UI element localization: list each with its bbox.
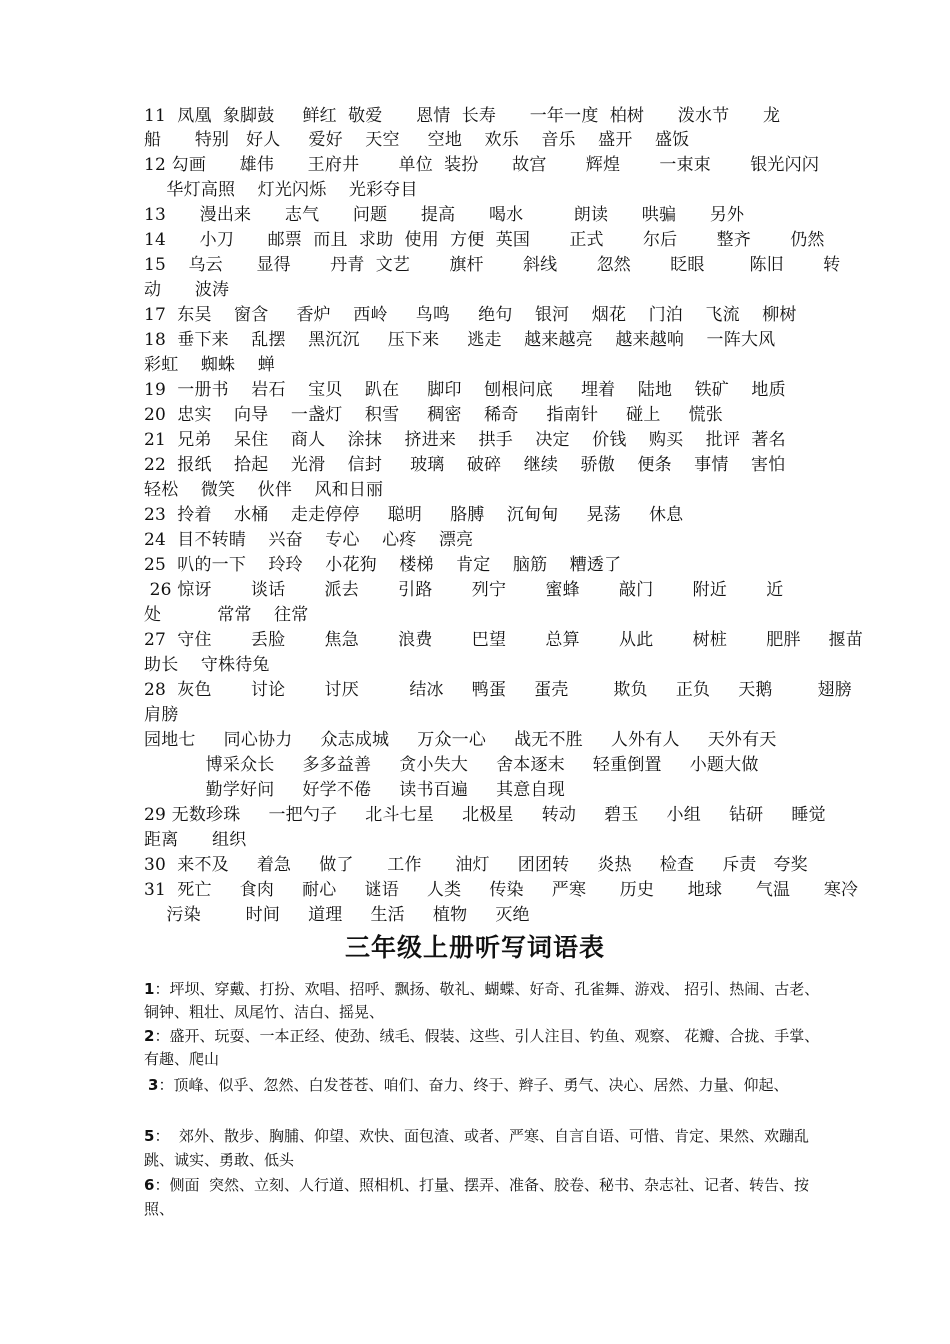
lesson-13-line-1: 13 漫出来 志气 问题 提高 喝水 朗读 哄骗 另外 [144, 205, 745, 225]
section-title: 三年级上册听写词语表 [344, 933, 605, 962]
unit-6-line-2: 照、 [144, 1200, 175, 1218]
lesson-21-line-1: 21 兄弟 呆住 商人 涂抹 挤进来 拱手 决定 价钱 购买 批评 著名 [144, 430, 786, 450]
unit-words: ：盛开、玩耍、一本正经、使劲、绒毛、假装、这些、引人注目、钓鱼、观察、 花瓣、合拢、手掌、 [154, 1027, 820, 1045]
lesson-11-line-2: 船 特别 好人 爱好 天空 空地 欢乐 音乐 盛开 盛饭 [144, 130, 690, 150]
lesson-26-line-2: 处 常常 往常 [144, 605, 309, 625]
lesson-31-line-1: 31 死亡 食肉 耐心 谜语 人类 传染 严寒 历史 地球 气温 寒冷 [144, 880, 859, 900]
garden-7-line-1: 园地七 同心协力 众志成城 万众一心 战无不胜 人外有人 天外有天 [144, 730, 777, 750]
garden-7-line-3: 勤学好问 好学不倦 读书百遍 其意自现 [144, 780, 565, 800]
lesson-23-line-1: 23 拎着 水桶 走走停停 聪明 胳膊 沉甸甸 晃荡 休息 [144, 505, 684, 525]
unit-words: ：侧面 突然、立刻、人行道、照相机、打量、摆弄、准备、胶卷、秘书、杂志社、记者、转告、按 [154, 1176, 809, 1194]
lesson-12-line-1: 12 勾画 雄伟 王府井 单位 装扮 故宫 辉煌 一束束 银光闪闪 [144, 155, 820, 175]
lesson-20-line-1: 20 忠实 向导 一盏灯 积雪 稠密 稀奇 指南针 碰上 慌张 [144, 405, 723, 425]
lesson-15-line-2: 动 波涛 [144, 280, 230, 300]
lesson-12-line-2: 华灯高照 灯光闪烁 光彩夺目 [144, 180, 418, 200]
unit-words: ：顶峰、似乎、忽然、白发苍苍、咱们、奋力、终于、辫子、勇气、决心、居然、力量、仰起、 [158, 1076, 789, 1094]
unit-number: 3 [148, 1076, 159, 1094]
unit-number: 1 [144, 980, 155, 998]
unit-1-line-1 [144, 978, 824, 1000]
lesson-22-line-2: 轻松 微笑 伙伴 风和日丽 [144, 480, 384, 500]
lesson-19-line-1: 19 一册书 岩石 宝贝 趴在 脚印 刨根问底 埋着 陆地 铁矿 地质 [144, 380, 786, 400]
unit-6-line-1 [144, 1174, 824, 1196]
unit-1-line-2: 铜钟、粗壮、凤尾竹、洁白、摇晃、 [144, 1003, 385, 1021]
lesson-18-line-2: 彩虹 蜘蛛 蝉 [144, 355, 275, 375]
lesson-18-line-1: 18 垂下来 乱摆 黑沉沉 压下来 逃走 越来越亮 越来越响 一阵大风 [144, 330, 776, 350]
garden-7-line-2: 博采众长 多多益善 贪小失大 舍本逐末 轻重倒置 小题大做 [144, 755, 759, 775]
lesson-28-line-2: 肩膀 [144, 705, 179, 725]
lesson-27-line-1: 27 守住 丢脸 焦急 浪费 巴望 总算 从此 树桩 肥胖 揠苗 [144, 630, 864, 650]
lesson-15-line-1: 15 乌云 显得 丹青 文艺 旗杆 斜线 忽然 眨眼 陈旧 转 [144, 255, 841, 275]
lesson-26-line-1: 26 惊讶 谈话 派去 引路 列宁 蜜蜂 敲门 附近 近 [144, 580, 784, 600]
lesson-28-line-1: 28 灰色 讨论 讨厌 结冰 鸭蛋 蛋壳 欺负 正负 天鹅 翅膀 [144, 680, 852, 700]
unit-number: 2 [144, 1027, 155, 1045]
lesson-14-line-1: 14 小刀 邮票 而且 求助 使用 方便 英国 正式 尔后 整齐 仍然 [144, 230, 825, 250]
unit-5-line-2: 跳、诚实、勇敢、低头 [144, 1151, 295, 1169]
lesson-29-line-2: 距离 组织 [144, 830, 247, 850]
unit-5-line-1 [144, 1125, 824, 1147]
lesson-24-line-1: 24 目不转睛 兴奋 专心 心疼 漂亮 [144, 530, 474, 550]
unit-3-line-1 [148, 1074, 828, 1096]
lesson-25-line-1: 25 叭的一下 玲玲 小花狗 楼梯 肯定 脑筋 糟透了 [144, 555, 622, 575]
lesson-29-line-1: 29 无数珍珠 一把勺子 北斗七星 北极星 转动 碧玉 小组 钻研 睡觉 [144, 805, 826, 825]
unit-words: ： 郊外、散步、胸脯、仰望、欢快、面包渣、或者、严寒、自言自语、可惜、肯定、果然、欢蹦乱 [154, 1127, 809, 1145]
lesson-31-line-2: 污染 时间 道理 生活 植物 灭绝 [144, 905, 530, 925]
lesson-17-line-1: 17 东吴 窗含 香炉 西岭 鸟鸣 绝句 银河 烟花 门泊 飞流 柳树 [144, 305, 797, 325]
unit-number: 6 [144, 1176, 155, 1194]
lesson-11-line-1: 11 凤凰 象脚鼓 鲜红 敬爱 恩情 长寿 一年一度 柏树 泼水节 龙 [144, 106, 781, 126]
lesson-30-line-1: 30 来不及 着急 做了 工作 油灯 团团转 炎热 检查 斥责 夸奖 [144, 855, 808, 875]
unit-2-line-1 [144, 1025, 824, 1047]
unit-number: 5 [144, 1127, 155, 1145]
lesson-22-line-1: 22 报纸 拾起 光滑 信封 玻璃 破碎 继续 骄傲 便条 事情 害怕 [144, 455, 786, 475]
lesson-27-line-2: 助长 守株待兔 [144, 655, 270, 675]
unit-words: ：坪坝、穿戴、打扮、欢唱、招呼、飘扬、敬礼、蝴蝶、好奇、孔雀舞、游戏、 招引、热闹、古老、 [154, 980, 820, 998]
unit-2-line-2: 有趣、爬山 [144, 1050, 220, 1068]
